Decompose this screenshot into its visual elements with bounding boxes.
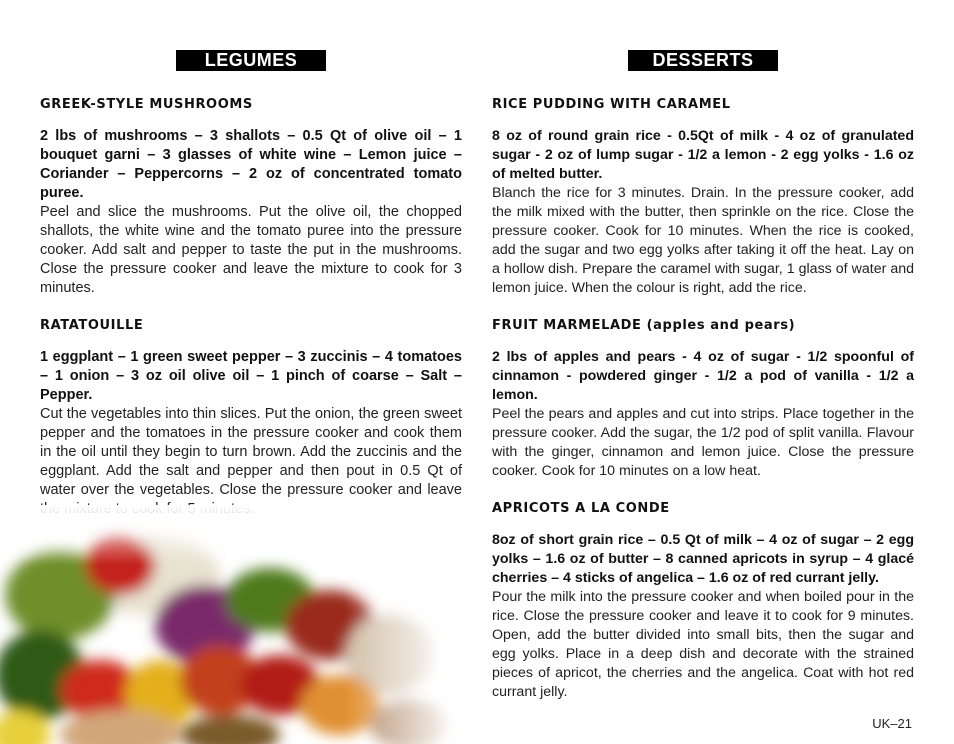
page-number: UK–21: [872, 716, 912, 731]
legumes-header: LEGUMES: [176, 50, 326, 71]
recipe-method: Cut the vegetables into thin slices. Put the onion, the green sweet pepper and the tomatoes in the pressure cooker and cook them in the oil until they begin to turn brown. Add the zuccinis and the eggplant. Add the salt and pepper and then pout in 0.5 Qt of water over the vegetables. Close the pressure cooker and leave: [40, 406, 462, 498]
recipe-method: Peel the pears and apples and cut into strips. Place together in the pressure cooker. Add the sugar, the 1/2 pod of split vanilla. Flavour with the ginger, cinnamon and lemon juice. Close the pressure cooker. Cook for 10 minutes on a low heat.: [492, 406, 914, 479]
recipe-fruit-marmelade: [492, 317, 914, 481]
recipe-ingredients: 8oz of short grain rice – 0.5 Qt of milk – 4 oz of sugar – 2 egg yolks – 1.6 oz of butter – 8 canned apricots in syrup – 4 glacé cherries – 4 sticks of angelica – 1.6 oz of red currant jelly.: [492, 532, 914, 586]
recipe-method: Pour the milk into the pressure cooker and when boiled pour in the rice. Close the pressure cooker and leave it to cook for 9 minutes. Open, add the butter divided into small bits, then the sugar and egg yolks. Place in a deep dish and decorate with the strained pieces of apricot, the cherries and the angelica. Coat with hot red currant jelly.: [492, 589, 914, 700]
recipe-rice-pudding-with-caramel: [492, 96, 914, 298]
recipe-title: GREEK-STYLE MUSHROOMS: [40, 97, 253, 112]
vegetables-photo: [0, 505, 460, 744]
recipe-title: APRICOTS A LA CONDE: [492, 501, 670, 516]
recipe-method: Blanch the rice for 3 minutes. Drain. In the pressure cooker, add the milk mixed with the butter, then sprinkle on the rice. Close the pressure cooker. Cook for 10 minutes. When the rice is cooked, add the sugar and two egg yolks after taking it off the heat. Lay on a hollow dish. Prepare the caramel with sugar, 1 glass of water and lemon juice. When the colour is right, add the rice.: [492, 185, 914, 296]
recipe-method: Peel and slice the mushrooms. Put the olive oil, the chopped shallots, the white wine and the tomato puree into the pressure cooker. Add salt and pepper to taste the put in the mushrooms. Close the pressure cooker and leave the mixture to cook for 3 minutes.: [40, 204, 462, 296]
recipe-ingredients: 2 lbs of apples and pears - 4 oz of sugar - 1/2 spoonful of cinnamon - powdered ginger - 1/2 a pod of vanilla - 1/2 a lemon.: [492, 349, 914, 403]
recipe-title: RICE PUDDING WITH CARAMEL: [492, 97, 731, 112]
recipe-ingredients: 2 lbs of mushrooms – 3 shallots – 0.5 Qt of olive oil – 1 bouquet garni – 3 glasses of white wine – Lemon juice – Coriander – Peppercorns – 2 oz of concentrated tomato puree.: [40, 128, 462, 201]
recipe-greek-style-mushrooms: [40, 96, 462, 298]
recipe-ingredients: 1 eggplant – 1 green sweet pepper – 3 zuccinis – 4 tomatoes – 1 onion – 3 oz oil olive oil – 1 pinch of coarse – Salt – Pepper.: [40, 349, 462, 403]
legumes-recipes: [40, 96, 462, 538]
desserts-recipes: [492, 96, 914, 721]
recipe-title: RATATOUILLE: [40, 318, 144, 333]
recipe-ratatouille: [40, 317, 462, 519]
recipe-ingredients: 8 oz of round grain rice - 0.5Qt of milk - 4 oz of granulated sugar - 2 oz of lump sugar - 1/2 a lemon - 2 egg yolks - 1.6 oz of melted butter.: [492, 128, 914, 182]
recipe-apricots-a-la-conde: [492, 500, 914, 702]
recipe-title: FRUIT MARMELADE (apples and pears): [492, 318, 796, 333]
desserts-header: DESSERTS: [628, 50, 778, 71]
